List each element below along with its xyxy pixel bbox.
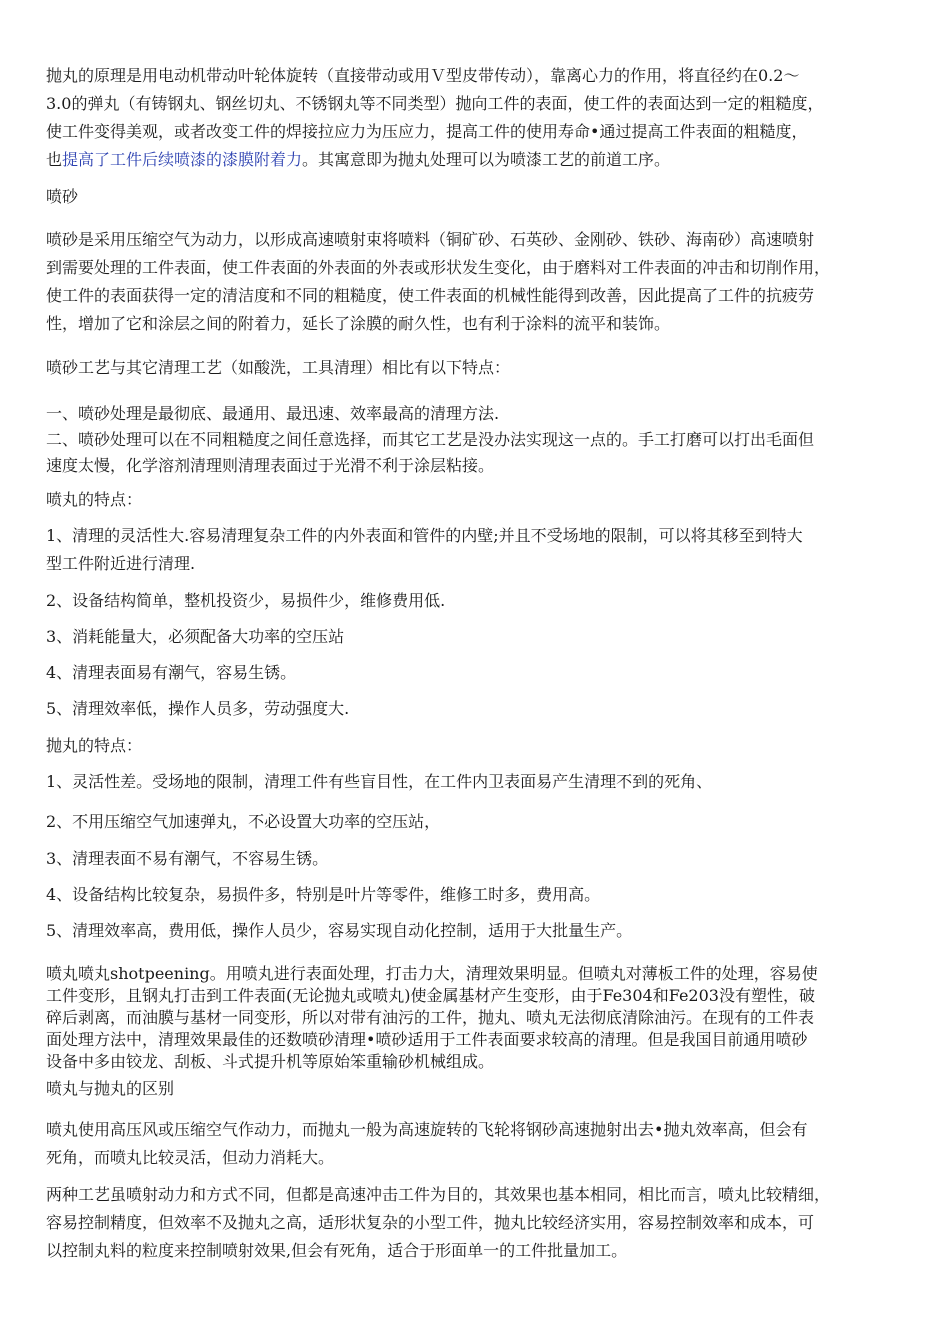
text-line: 4、设备结构比较复杂，易损件多，特别是叶片等零件，维修工时多，费用高。 (46, 885, 601, 904)
text-line: 二、喷砂处理可以在不同粗糙度之间任意选择，而其它工艺是没办法实现这一点的。手工打磨可以打出毛面但 (46, 430, 815, 449)
text-line: 面处理方法中，清理效果最佳的还数喷砂清理•喷砂适用于工件表面要求较高的清理。但是我国目前通用喷砂 (46, 1030, 808, 1049)
text-line: 喷丸与抛丸的区别 (46, 1079, 175, 1098)
text-line: 2、不用压缩空气加速弹丸，不必设置大功率的空压站， (46, 812, 441, 831)
text-line: 一、喷砂处理是最彻底、最通用、最迅速、效率最高的清理方法. (46, 404, 500, 423)
text-line: 速度太慢，化学溶剂清理则清理表面过于光滑不利于涂层粘接。 (46, 456, 495, 475)
highlighted-link-text[interactable]: 提高了工件后续喷漆的漆膜附着力 (62, 150, 303, 169)
text-line: 使工件变得美观，或者改变工件的焊接拉应力为压应力，提高工件的使用寿命•通过提高工件表面的粗糙度， (46, 122, 808, 141)
line-suffix: 。其寓意即为抛丸处理可以为喷漆工艺的前道工序。 (302, 150, 671, 169)
text-line: 3.0的弹丸（有铸钢丸、钢丝切丸、不锈钢丸等不同类型）抛向工件的表面，使工件的表面达到一定的粗糙度， (46, 94, 824, 113)
text-line: 3、消耗能量大，必须配备大功率的空压站 (46, 627, 345, 646)
text-line: 抛丸的原理是用电动机带动叶轮体旋转（直接带动或用Ｖ型皮带传动），靠离心力的作用，将直径约在0.2～ (46, 66, 800, 85)
text-line: 碎后剥离，而油膜与基材一同变形，所以对带有油污的工件，抛丸、喷丸无法彻底清除油污。在现有的工件表 (46, 1008, 815, 1027)
text-line: 工件变形，且钢丸打击到工件表面(无论抛丸或喷丸)使金属基材产生变形，由于Fe304和Fe203没有塑性，破 (46, 986, 815, 1005)
text-line: 2、设备结构简单，整机投资少，易损件少，维修费用低. (46, 591, 446, 610)
text-line: 抛丸的特点： (46, 736, 143, 755)
line-prefix: 也 (46, 150, 63, 169)
text-line: 死角，而喷丸比较灵活，但动力消耗大。 (46, 1148, 335, 1167)
text-line: 4、清理表面易有潮气，容易生锈。 (46, 663, 297, 682)
text-line: 两种工艺虽喷射动力和方式不同，但都是高速冲击工件为目的，其效果也基本相同，相比而言，喷丸比较精细， (46, 1185, 831, 1204)
text-line: 3、清理表面不易有潮气，不容易生锈。 (46, 849, 329, 868)
text-line (46, 150, 670, 172)
text-line: 5、清理效率高，费用低，操作人员少，容易实现自动化控制，适用于大批量生产。 (46, 921, 633, 940)
text-line: 喷丸使用高压风或压缩空气作动力，而抛丸一般为高速旋转的飞轮将钢砂高速抛射出去•抛丸效率高，但会有 (46, 1120, 808, 1139)
text-line: 1、灵活性差。受场地的限制，清理工件有些盲目性，在工件内卫表面易产生清理不到的死角、 (46, 772, 713, 791)
text-line: 喷丸喷丸shotpeening。用喷丸进行表面处理，打击力大，清理效果明显。但喷丸对薄板工件的处理，容易使 (46, 964, 818, 983)
text-line: 喷砂工艺与其它清理工艺（如酸洗，工具清理）相比有以下特点： (46, 358, 511, 377)
text-line: 性，增加了它和涂层之间的附着力，延长了涂膜的耐久性，也有利于涂料的流平和装饰。 (46, 314, 671, 333)
text-line: 喷丸的特点： (46, 490, 143, 509)
text-line: 1、清理的灵活性大.容易清理复杂工件的内外表面和管件的内壁;并且不受场地的限制，可以将其移至到特大 (46, 526, 803, 545)
text-line: 使工件的表面获得一定的清洁度和不同的粗糙度，使工件表面的机械性能得到改善，因此提高了工件的抗疲劳 (46, 286, 815, 305)
text-line: 型工件附近进行清理. (46, 554, 196, 573)
text-line: 喷砂 (46, 187, 79, 206)
text-line: 设备中多由铰龙、刮板、斗式提升机等原始笨重输砂机械组成。 (46, 1052, 495, 1071)
text-line: 容易控制精度，但效率不及抛丸之高，适形状复杂的小型工件，抛丸比较经济实用，容易控制效率和成本，可 (46, 1213, 815, 1232)
text-line: 5、清理效率低，操作人员多，劳动强度大. (46, 699, 350, 718)
text-line: 喷砂是采用压缩空气为动力，以形成高速喷射束将喷料（铜矿砂、石英砂、金刚砂、铁砂、海南砂）高速喷射 (46, 230, 815, 249)
text-line: 到需要处理的工件表面，使工件表面的外表面的外表或形状发生变化，由于磨料对工件表面的冲击和切削作用， (46, 258, 831, 277)
text-line: 以控制丸料的粒度来控制喷射效果,但会有死角，适合于形面单一的工件批量加工。 (46, 1241, 628, 1260)
